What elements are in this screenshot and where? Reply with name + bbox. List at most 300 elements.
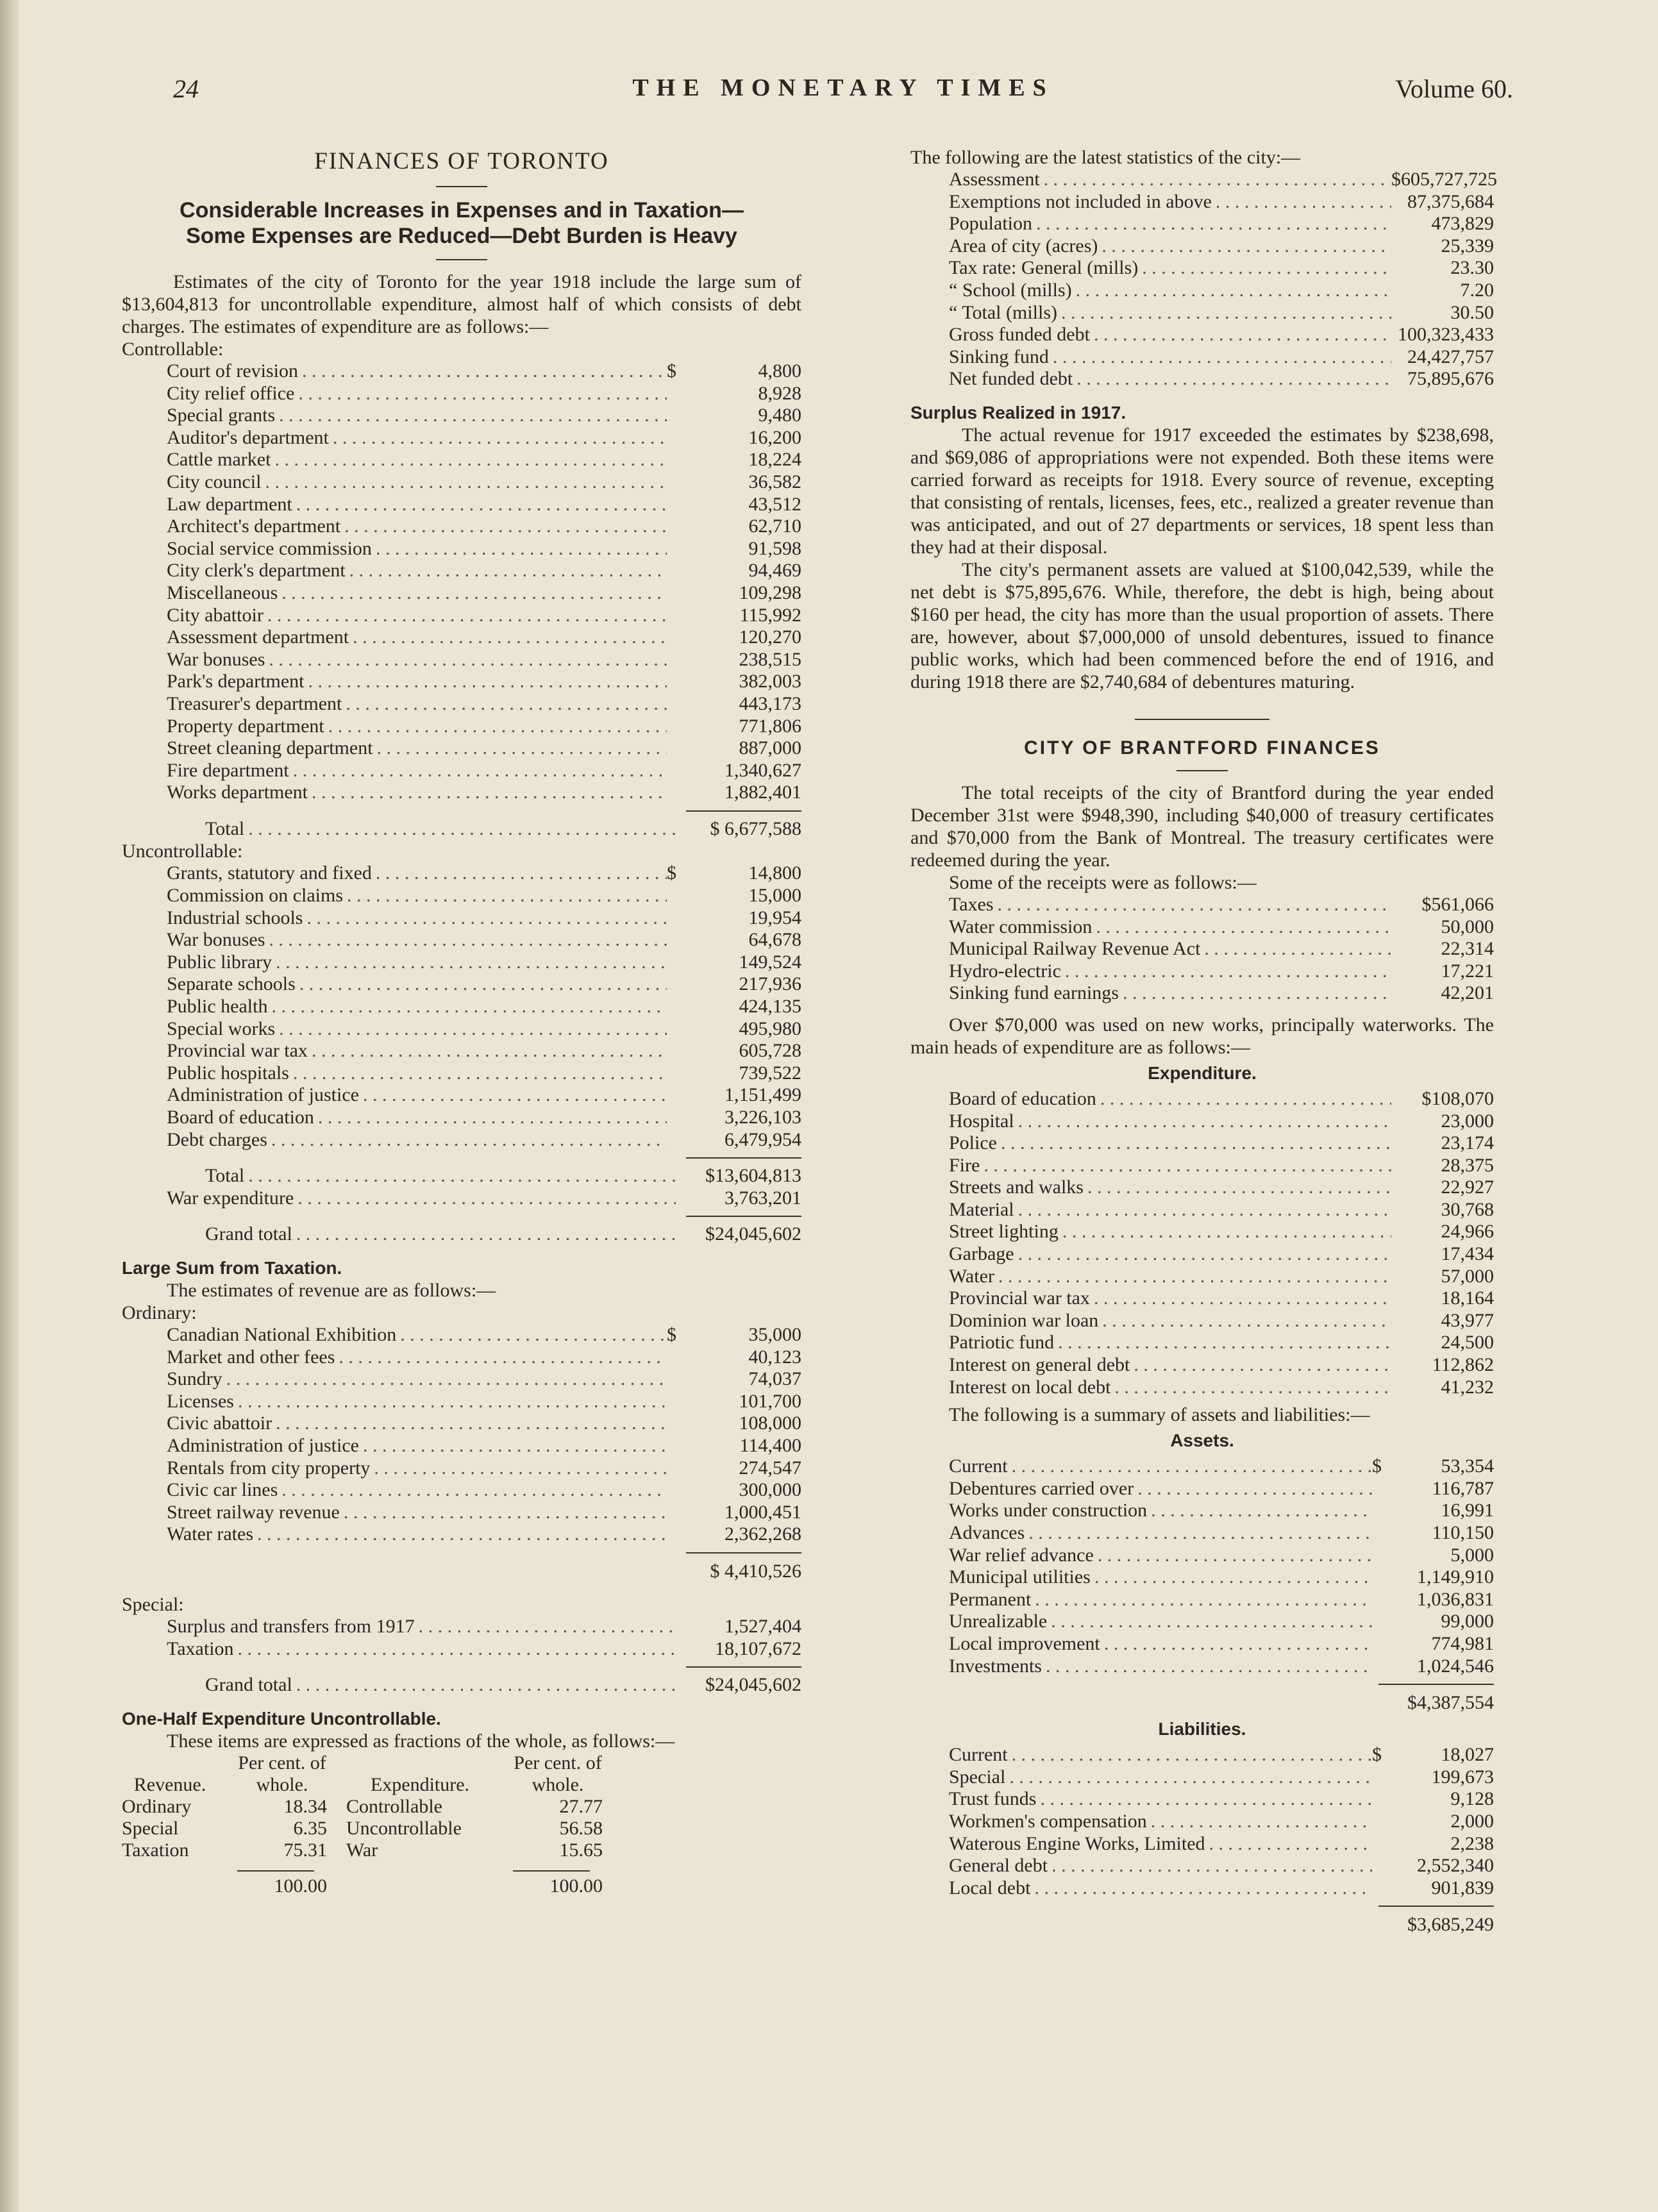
summary-intro: The following is a summary of assets and liabilities:— bbox=[949, 1404, 1370, 1426]
table-row bbox=[122, 1391, 801, 1413]
row-label: General debt bbox=[949, 1855, 1048, 1877]
leader-dots bbox=[1057, 302, 1391, 324]
row-value: 149,524 bbox=[739, 951, 801, 973]
row-value: 1,024,546 bbox=[1417, 1655, 1494, 1677]
row-label: Assessment bbox=[949, 169, 1040, 190]
leader-dots bbox=[244, 1165, 676, 1187]
fraction-exp-pct: 27.77 bbox=[559, 1795, 603, 1817]
row-label: Water rates bbox=[167, 1523, 253, 1545]
row-value: $108,070 bbox=[1421, 1087, 1494, 1109]
table-row bbox=[122, 1107, 801, 1129]
leader-dots bbox=[314, 1107, 667, 1129]
row-label: Street lighting bbox=[949, 1221, 1059, 1243]
currency-sign: $ bbox=[667, 1323, 676, 1345]
leader-dots bbox=[1031, 1589, 1372, 1611]
row-value: 887,000 bbox=[739, 737, 801, 759]
table-row bbox=[910, 1177, 1494, 1199]
leader-dots bbox=[275, 405, 667, 427]
table-row bbox=[122, 582, 801, 605]
row-label: Streets and walks bbox=[949, 1177, 1084, 1198]
leader-dots bbox=[1059, 1221, 1391, 1243]
leader-dots bbox=[289, 760, 667, 782]
sum-rule bbox=[686, 1552, 801, 1554]
leader-dots bbox=[1049, 346, 1391, 369]
row-value: $24,045,602 bbox=[705, 1223, 801, 1245]
leader-dots bbox=[1054, 1332, 1391, 1354]
row-label: Sinking fund earnings bbox=[949, 982, 1119, 1004]
currency-sign: $ bbox=[667, 360, 676, 381]
row-value: 199,673 bbox=[1431, 1766, 1494, 1788]
section-rule bbox=[1135, 719, 1269, 720]
fraction-exp-total: 100.00 bbox=[549, 1875, 603, 1897]
table-row bbox=[910, 1566, 1494, 1589]
row-label: Public library bbox=[167, 951, 272, 973]
leader-dots bbox=[261, 471, 667, 494]
leader-dots bbox=[346, 560, 667, 582]
row-value: 495,980 bbox=[739, 1018, 801, 1039]
leader-dots bbox=[324, 716, 667, 738]
row-label: Separate schools bbox=[167, 973, 296, 995]
sum-rule bbox=[513, 1870, 590, 1872]
row-value: 62,710 bbox=[748, 515, 801, 537]
row-value: 7.20 bbox=[1460, 279, 1494, 301]
table-row bbox=[122, 907, 801, 930]
fraction-rev-pct: 18.34 bbox=[283, 1795, 327, 1817]
brantford-title: CITY OF BRANTFORD FINANCES bbox=[1024, 737, 1380, 758]
row-label: Miscellaneous bbox=[167, 582, 278, 603]
publication-title: THE MONETARY TIMES bbox=[632, 74, 1054, 101]
row-label: Canadian National Exhibition bbox=[167, 1323, 397, 1345]
table-row bbox=[122, 383, 801, 405]
row-value: 2,552,340 bbox=[1417, 1855, 1494, 1877]
row-value: 2,362,268 bbox=[724, 1523, 801, 1545]
row-label: Dominion war loan bbox=[949, 1309, 1099, 1331]
leader-dots bbox=[1014, 1110, 1391, 1133]
article-subtitle-2: Some Expenses are Reduced—Debt Burden is Heavy bbox=[186, 224, 737, 248]
row-label: “ Total (mills) bbox=[949, 301, 1057, 323]
row-value: 23.30 bbox=[1450, 257, 1494, 279]
leader-dots bbox=[372, 538, 667, 560]
table-row bbox=[122, 538, 801, 560]
title-rule bbox=[436, 186, 487, 187]
row-label: Fire bbox=[949, 1154, 980, 1176]
leader-dots bbox=[359, 1435, 667, 1457]
row-value: 15,000 bbox=[748, 885, 801, 907]
table-row bbox=[910, 1744, 1494, 1766]
leader-dots bbox=[272, 1412, 667, 1435]
row-value: 771,806 bbox=[739, 715, 801, 737]
table-row bbox=[910, 1354, 1494, 1377]
leader-dots bbox=[244, 818, 676, 841]
leader-dots bbox=[340, 1502, 667, 1524]
table-row bbox=[122, 1523, 801, 1546]
assets-list bbox=[910, 1455, 1494, 1677]
leader-dots bbox=[272, 951, 667, 974]
leader-dots bbox=[370, 1457, 667, 1480]
row-label: Police bbox=[949, 1132, 997, 1154]
col-head-revenue: Revenue. bbox=[133, 1773, 206, 1795]
table-row bbox=[910, 1766, 1494, 1789]
row-value: 109,298 bbox=[739, 582, 801, 603]
leader-dots bbox=[1110, 1377, 1391, 1399]
row-value: 36,582 bbox=[748, 471, 801, 492]
intro-paragraph: Estimates of the city of Toronto for the year 1918 include the large sum of $13,604,813 for uncontrollable expenditure, almost half of which consists of debt charges. The estimates of expenditure are as follows:— bbox=[122, 271, 801, 337]
row-value: 41,232 bbox=[1441, 1376, 1494, 1398]
row-value: 605,728 bbox=[739, 1040, 801, 1062]
leader-dots bbox=[1090, 324, 1391, 346]
row-label: Board of education bbox=[949, 1087, 1096, 1109]
row-value: 16,991 bbox=[1441, 1500, 1494, 1521]
sum-rule bbox=[686, 1216, 801, 1217]
leader-dots bbox=[1005, 1766, 1372, 1789]
row-value: 5,000 bbox=[1450, 1544, 1494, 1566]
col-head-revenue-pct: Per cent. of whole. bbox=[238, 1752, 326, 1795]
row-value: 30.50 bbox=[1450, 301, 1494, 323]
row-label: Waterous Engine Works, Limited bbox=[949, 1832, 1205, 1854]
row-value: 100,323,433 bbox=[1398, 324, 1494, 346]
row-value: 19,954 bbox=[748, 907, 801, 928]
row-value: 25,339 bbox=[1441, 235, 1494, 256]
row-label: Population bbox=[949, 213, 1033, 235]
leader-dots bbox=[265, 649, 667, 671]
table-row bbox=[122, 1084, 801, 1107]
row-label: War bonuses bbox=[167, 648, 265, 670]
row-label: Water commission bbox=[949, 916, 1093, 937]
leader-dots bbox=[415, 1616, 676, 1638]
leader-dots bbox=[308, 782, 667, 804]
row-value: 24,427,757 bbox=[1407, 346, 1494, 367]
leader-dots bbox=[343, 885, 667, 907]
row-value: 43,512 bbox=[748, 493, 801, 515]
leader-dots bbox=[1030, 1877, 1372, 1900]
row-value: $605,727,725 bbox=[1391, 169, 1497, 190]
row-value: 16,200 bbox=[748, 426, 801, 448]
row-label: Special grants bbox=[167, 405, 276, 426]
leader-dots bbox=[396, 1324, 667, 1346]
row-value: 14,800 bbox=[748, 862, 801, 884]
table-row bbox=[122, 973, 801, 996]
table-row bbox=[910, 1545, 1494, 1567]
row-label: Civic abattoir bbox=[167, 1412, 272, 1434]
row-label: Public health bbox=[167, 996, 268, 1018]
page-header bbox=[173, 74, 1513, 112]
table-row bbox=[122, 427, 801, 449]
row-value: 110,150 bbox=[1432, 1522, 1494, 1543]
uncontrollable-total-row bbox=[122, 1165, 801, 1187]
leader-dots bbox=[298, 360, 667, 383]
leader-dots bbox=[1032, 213, 1391, 235]
article-subtitle-1: Considerable Increases in Expenses and in Taxation— bbox=[180, 198, 744, 222]
row-value: 9,128 bbox=[1450, 1788, 1494, 1810]
leader-dots bbox=[1073, 368, 1391, 390]
table-row bbox=[910, 1611, 1494, 1633]
row-value: 30,768 bbox=[1441, 1198, 1494, 1220]
row-label: Hospital bbox=[949, 1110, 1014, 1132]
row-label: Grand total bbox=[205, 1223, 292, 1245]
row-label: Local improvement bbox=[949, 1632, 1100, 1654]
table-row bbox=[122, 782, 801, 804]
row-value: 94,469 bbox=[748, 560, 801, 582]
expenditure-heading: Expenditure. bbox=[1148, 1062, 1257, 1083]
row-value: 1,149,910 bbox=[1417, 1566, 1494, 1588]
row-label: Special bbox=[949, 1766, 1006, 1788]
leader-dots bbox=[1094, 1545, 1372, 1567]
works-paragraph: Over $70,000 was used on new works, principally waterworks. The main heads of expenditure are as follows:— bbox=[910, 1014, 1494, 1058]
currency-sign: $ bbox=[1372, 1455, 1382, 1477]
row-value: 24,500 bbox=[1441, 1332, 1494, 1353]
leader-dots bbox=[1014, 1199, 1391, 1221]
surplus-paragraph-2: The city's permanent assets are valued at $100,042,539, while the net debt is $75,895,676. While, therefore, the debt is high, being about $160 per head, the city has more than the usual proportion of assets. There are, however, about $7,000,000 of unsold debentures, issued to finance public works, which had been commenced before the end of 1916, and during 1918 there are $2,740,684 of debentures maturing. bbox=[910, 558, 1494, 692]
row-label: Administration of justice bbox=[167, 1084, 359, 1106]
table-row bbox=[910, 960, 1494, 983]
table-row bbox=[122, 1129, 801, 1152]
row-label: Material bbox=[949, 1198, 1014, 1220]
table-row bbox=[910, 982, 1494, 1005]
row-label: Taxes bbox=[949, 893, 994, 915]
leader-dots bbox=[335, 1346, 667, 1369]
row-label: Fire department bbox=[167, 759, 289, 781]
row-label: War relief advance bbox=[949, 1544, 1094, 1566]
row-value: 473,829 bbox=[1431, 213, 1494, 235]
row-label: Works under construction bbox=[949, 1500, 1148, 1521]
row-value: 114,400 bbox=[739, 1434, 801, 1456]
surplus-heading: Surplus Realized in 1917. bbox=[910, 402, 1126, 423]
leader-dots bbox=[1119, 982, 1391, 1005]
fraction-exp-pct: 15.65 bbox=[559, 1839, 603, 1861]
grand-total-revenue-row bbox=[122, 1674, 801, 1697]
row-label: Auditor's department bbox=[167, 426, 329, 448]
page-gutter bbox=[0, 0, 19, 2212]
row-label: Sinking fund bbox=[949, 346, 1049, 367]
row-value: 28,375 bbox=[1441, 1154, 1494, 1176]
leader-dots bbox=[267, 996, 667, 1018]
receipts-list bbox=[910, 894, 1494, 1005]
row-label: Treasurer's department bbox=[167, 692, 342, 714]
liabilities-list bbox=[910, 1744, 1494, 1899]
table-row bbox=[910, 1877, 1494, 1900]
leader-dots bbox=[1025, 1522, 1372, 1545]
row-value: 75,895,676 bbox=[1407, 368, 1494, 390]
row-label: Works department bbox=[167, 782, 308, 803]
leader-dots bbox=[1014, 1243, 1391, 1266]
surplus-paragraph-1: The actual revenue for 1917 exceeded the estimates by $238,698, and $69,086 of appropriations were not expended. Both these items were carried forward as receipts for 1918. Every source of revenue, excepting that consisting of rentals, licenses, fees, etc., realized a greater revenue than was anticipated, and out of 27 departments or services, 18 spent less than they had at their disposal. bbox=[910, 424, 1494, 558]
row-value: 18,164 bbox=[1441, 1287, 1494, 1309]
row-value: 8,928 bbox=[758, 382, 801, 404]
row-value: 1,151,499 bbox=[724, 1084, 801, 1106]
sum-rule bbox=[1378, 1906, 1494, 1907]
row-value: 22,927 bbox=[1441, 1177, 1494, 1198]
table-row bbox=[122, 737, 801, 760]
row-value: 64,678 bbox=[748, 929, 801, 951]
sum-rule bbox=[237, 1870, 314, 1872]
table-row bbox=[910, 213, 1494, 235]
uncontrollable-label: Uncontrollable: bbox=[122, 841, 243, 862]
fraction-rev-label: Ordinary bbox=[122, 1795, 192, 1817]
table-row bbox=[122, 760, 801, 782]
row-value: 238,515 bbox=[739, 648, 801, 670]
row-value: 424,135 bbox=[739, 996, 801, 1018]
revenue-intro: The estimates of revenue are as follows:— bbox=[167, 1279, 496, 1301]
row-value: 101,700 bbox=[739, 1390, 801, 1412]
currency-sign: $ bbox=[667, 862, 676, 884]
leader-dots bbox=[1098, 1310, 1391, 1332]
row-value: 99,000 bbox=[1441, 1611, 1494, 1632]
title-rule bbox=[1177, 770, 1228, 771]
row-label: Street railway revenue bbox=[167, 1501, 340, 1523]
table-row bbox=[910, 1478, 1494, 1500]
row-value: 3,763,201 bbox=[724, 1187, 801, 1209]
row-label: Local debt bbox=[949, 1877, 1031, 1898]
liabilities-total: $3,685,249 bbox=[1407, 1914, 1494, 1936]
special-list bbox=[122, 1616, 801, 1660]
table-row bbox=[910, 280, 1494, 302]
ordinary-label: Ordinary: bbox=[122, 1302, 197, 1323]
table-row bbox=[910, 235, 1494, 258]
table-row bbox=[122, 951, 801, 974]
row-label: Advances bbox=[949, 1522, 1025, 1543]
table-row bbox=[122, 560, 801, 582]
leader-dots bbox=[271, 449, 667, 471]
expenditure-list bbox=[910, 1088, 1494, 1398]
row-label: Debt charges bbox=[167, 1128, 267, 1150]
row-label: Workmen's compensation bbox=[949, 1810, 1147, 1832]
row-value: 3,226,103 bbox=[724, 1107, 801, 1128]
sum-rule bbox=[686, 1666, 801, 1668]
row-value: 18,107,672 bbox=[715, 1638, 801, 1659]
controllable-list bbox=[122, 360, 801, 804]
table-row bbox=[122, 1502, 801, 1524]
leader-dots bbox=[994, 894, 1391, 916]
leader-dots bbox=[1130, 1354, 1391, 1377]
row-label: Exemptions not included in above bbox=[949, 190, 1212, 212]
leader-dots bbox=[1147, 1811, 1372, 1833]
table-row bbox=[122, 885, 801, 907]
sum-rule bbox=[686, 1157, 801, 1159]
row-value: $561,066 bbox=[1421, 893, 1494, 915]
table-row bbox=[122, 494, 801, 516]
leader-dots bbox=[1040, 169, 1391, 191]
leader-dots bbox=[980, 1155, 1391, 1177]
leader-dots bbox=[1042, 1655, 1372, 1678]
table-row bbox=[122, 1412, 801, 1435]
table-row bbox=[910, 1455, 1494, 1478]
table-row bbox=[122, 360, 801, 383]
row-value: 35,000 bbox=[748, 1323, 801, 1345]
leader-dots bbox=[359, 1084, 667, 1107]
assets-heading: Assets. bbox=[1170, 1430, 1234, 1451]
stats-intro: The following are the latest statistics of the city:— bbox=[910, 147, 1301, 168]
row-value: 2,238 bbox=[1450, 1832, 1494, 1854]
row-label: Municipal utilities bbox=[949, 1566, 1091, 1588]
leader-dots bbox=[1138, 257, 1391, 280]
assets-total: $4,387,554 bbox=[1407, 1692, 1494, 1714]
leader-dots bbox=[294, 1187, 676, 1210]
table-row bbox=[122, 1040, 801, 1062]
revenue-heading: Large Sum from Taxation. bbox=[122, 1257, 342, 1278]
leader-dots bbox=[1205, 1833, 1372, 1856]
page-number: 24 bbox=[173, 74, 199, 103]
stats-list bbox=[910, 169, 1497, 390]
receipts-intro: Some of the receipts were as follows:— bbox=[949, 871, 1257, 893]
row-value: 300,000 bbox=[739, 1479, 801, 1501]
leader-dots bbox=[264, 605, 667, 627]
table-row bbox=[910, 1522, 1494, 1545]
row-value: 1,036,831 bbox=[1417, 1588, 1494, 1610]
table-row bbox=[910, 324, 1494, 346]
row-value: 23,000 bbox=[1441, 1110, 1494, 1132]
leader-dots bbox=[296, 973, 667, 996]
leader-dots bbox=[1008, 1744, 1372, 1766]
table-row bbox=[910, 1655, 1494, 1678]
row-value: 23,174 bbox=[1441, 1132, 1494, 1154]
leader-dots bbox=[234, 1638, 676, 1661]
leader-dots bbox=[340, 515, 667, 538]
leader-dots bbox=[1098, 235, 1391, 258]
table-row bbox=[122, 1368, 801, 1391]
row-value: 774,981 bbox=[1431, 1632, 1494, 1654]
table-row bbox=[122, 671, 801, 693]
table-row bbox=[910, 1500, 1494, 1522]
row-label: City abattoir bbox=[167, 604, 264, 626]
table-row bbox=[910, 1332, 1494, 1354]
table-row bbox=[910, 1589, 1494, 1611]
leader-dots bbox=[1008, 1455, 1372, 1478]
row-value: 217,936 bbox=[739, 973, 801, 995]
table-row bbox=[122, 515, 801, 538]
table-row bbox=[122, 605, 801, 627]
table-row bbox=[910, 1155, 1494, 1177]
row-label: Civic car lines bbox=[167, 1479, 278, 1501]
row-label: City clerk's department bbox=[167, 560, 346, 582]
row-label: Rentals from city property bbox=[167, 1457, 371, 1479]
row-label: Total bbox=[205, 1165, 245, 1187]
row-value: 24,966 bbox=[1441, 1221, 1494, 1243]
leader-dots bbox=[1090, 1287, 1391, 1310]
leader-dots bbox=[1200, 938, 1391, 960]
table-row bbox=[910, 1310, 1494, 1332]
fraction-rev-pct: 6.35 bbox=[293, 1817, 327, 1839]
row-label: City relief office bbox=[167, 382, 295, 404]
row-label: Unrealizable bbox=[949, 1611, 1048, 1632]
subtitle-rule bbox=[436, 259, 487, 260]
row-value: 17,434 bbox=[1441, 1243, 1494, 1265]
row-label: Water bbox=[949, 1265, 994, 1287]
table-row bbox=[122, 649, 801, 671]
table-row bbox=[910, 1199, 1494, 1221]
row-label: Street cleaning department bbox=[167, 737, 373, 759]
row-value: $13,604,813 bbox=[705, 1165, 801, 1187]
row-value: 91,598 bbox=[748, 537, 801, 559]
currency-sign: $ bbox=[1372, 1744, 1382, 1766]
table-row bbox=[122, 1346, 801, 1369]
row-label: Court of revision bbox=[167, 360, 298, 381]
row-value: 9,480 bbox=[758, 405, 801, 426]
row-label: Grants, statutory and fixed bbox=[167, 862, 372, 884]
row-value: 40,123 bbox=[748, 1346, 801, 1368]
table-row bbox=[122, 1324, 801, 1346]
row-value: 382,003 bbox=[739, 671, 801, 692]
row-label: Patriotic fund bbox=[949, 1332, 1055, 1353]
row-value: 112,862 bbox=[1432, 1354, 1494, 1376]
leader-dots bbox=[1096, 1088, 1391, 1110]
grand-total-expenditure-row bbox=[122, 1223, 801, 1246]
table-row bbox=[910, 191, 1494, 214]
row-label: War bonuses bbox=[167, 929, 265, 951]
leader-dots bbox=[308, 1040, 667, 1062]
table-row bbox=[910, 346, 1494, 369]
leader-dots bbox=[1092, 916, 1391, 939]
row-label: War expenditure bbox=[167, 1187, 294, 1209]
